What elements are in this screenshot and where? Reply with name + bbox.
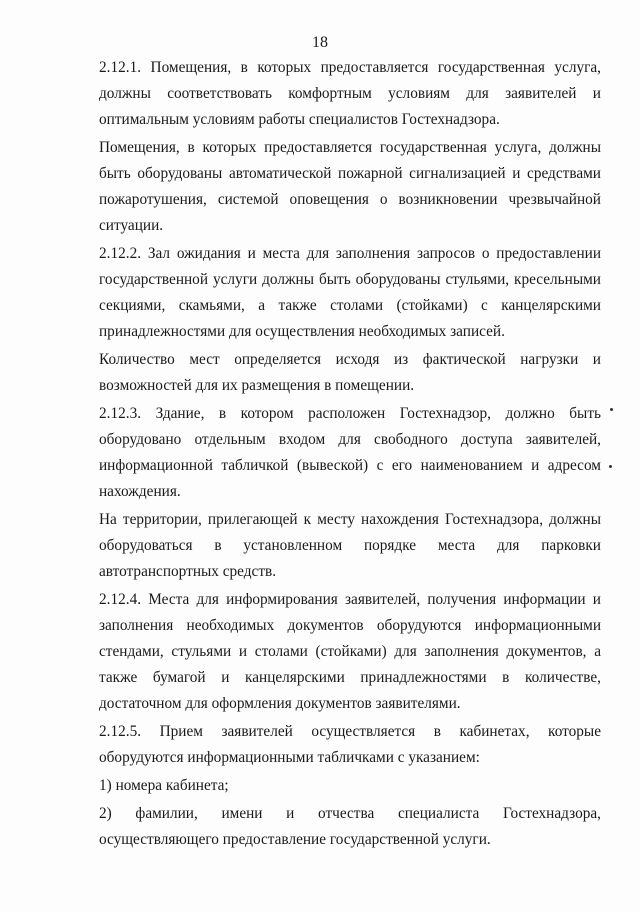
paragraph-2-12-2: 2.12.2. Зал ожидания и места для заполнения запросов о предоставлении государственной услуги должны быть оборудованы стульями, кресельными секциями, скамьями, а также столами (стойками) с канцелярскими принадлежностями для осуществления необходимых записей. [99,245,601,340]
paragraph-2-12-5: 2.12.5. Прием заявителей осуществляется в кабинетах, которые оборудуются информационными табличками с указанием: [99,723,601,766]
paragraph-2-12-4: 2.12.4. Места для информирования заявителей, получения информации и заполнения необходимых документов оборудуются информационными стендами, стульями и столами (стойками) для заполнения документов, а также бумагой и канцелярскими принадлежностями в количестве, достаточном для оформления документов заявителями. [99,591,601,712]
paragraph-parking: На территории, прилегающей к месту нахождения Гостехнадзора, должны оборудоваться в установленном порядке места для парковки автотранспортных средств. [99,511,601,580]
scan-speck [609,465,612,468]
page-number: 18 [312,34,328,51]
paragraph-fire-safety: Помещения, в которых предоставляется государственная услуга, должны быть оборудованы автоматической пожарной сигнализацией и средствами пожаротушения, системой оповещения о возникновении чрезвычайной ситуации. [99,139,601,234]
list-item-2: 2) фамилии, имени и отчества специалиста Гостехнадзора, осуществляющего предоставление государственной услуги. [99,805,601,848]
document-body [99,55,601,855]
paragraph-2-12-1: 2.12.1. Помещения, в которых предоставляется государственная услуга, должны соответствовать комфортным условиям для заявителей и оптимальным условиям работы специалистов Гостехнадзора. [99,59,601,128]
paragraph-seat-count: Количество мест определяется исходя из фактической нагрузки и возможностей для их размещения в помещении. [99,351,601,394]
list-item-1: 1) номера кабинета; [99,777,229,794]
paragraph-2-12-3: 2.12.3. Здание, в котором расположен Гостехнадзор, должно быть оборудовано отдельным входом для свободного доступа заявителей, информационной табличкой (вывеской) с его наименованием и адресом нахождения. [99,405,601,500]
scan-speck [610,408,613,411]
